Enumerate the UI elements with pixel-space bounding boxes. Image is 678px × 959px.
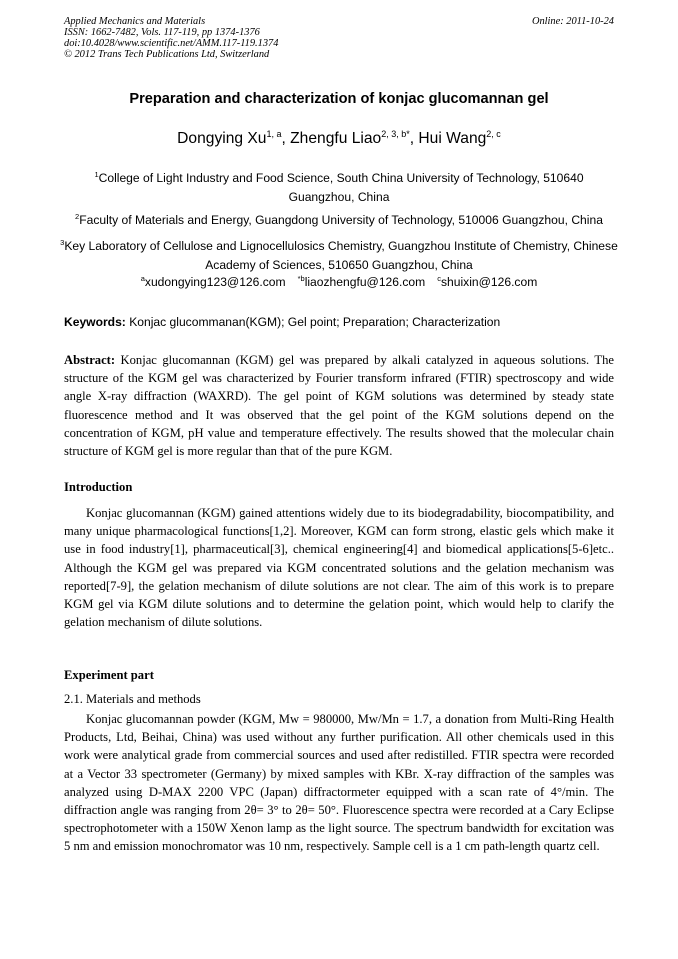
online-date: Online: 2011-10-24	[531, 16, 614, 27]
keywords	[64, 315, 624, 329]
paper-title: Preparation and characterization of konjac glucomannan gel	[129, 91, 549, 107]
author-name: Dongying Xu	[177, 130, 267, 148]
journal-name: Applied Mechanics and Materials	[64, 16, 206, 27]
email-address[interactable]: xudongying123@126.com	[144, 275, 286, 290]
affiliation-3: $^3$Key Laboratory of Cellulose and Lignocellulosics Chemistry, Guangzhou Institute of Chemistry, Chinese Academy of Sciences, 510650 Guangzhou, China	[60, 238, 618, 273]
abstract-label: Abstract:	[64, 353, 116, 367]
affiliation-2: $^2$Faculty of Materials and Energy, Guangdong University of Technology, 510006 Guangzhou, China	[75, 212, 603, 228]
issn-line: ISSN: 1662-7482, Vols. 117-119, pp 1374-1376	[64, 27, 260, 38]
abstract-text: Konjac glucomannan (KGM) gel was prepared by alkali catalyzed in aqueous solutions. The structure of the KGM gel was characterized by Fourier transform infrared (FTIR) spectroscopy and wide angle X-ray diffraction (WAXRD). The gel point of KGM solutions was determined by steady state fluorescence method and It was observed that the gel point of the KGM solutions depend on the concentration of KGM, pH value and temperature effectively. The results showed that the molecular chain structure of KGM gel is more regular than that of the pure KGM.	[64, 353, 614, 459]
running-header	[64, 16, 278, 60]
section-heading-introduction: Introduction	[64, 480, 133, 494]
email-address[interactable]: shuixin@126.com	[440, 275, 538, 290]
author-marker: 2, c	[486, 129, 501, 139]
copyright-line: © 2012 Trans Tech Publications Ltd, Switzerland	[64, 49, 270, 60]
abstract	[64, 351, 614, 460]
subsection-heading: 2.1. Materials and methods	[64, 692, 201, 706]
email-list: $^a$xudongying123@126.com $^{*b}$liaozhengfu@126.com $^c$shuixin@126.com	[140, 274, 538, 290]
email-address[interactable]: liaozhengfu@126.com	[304, 275, 426, 290]
keywords-label: Keywords:	[64, 315, 126, 329]
author-marker: 2, 3, b*	[381, 129, 410, 139]
introduction-text: Konjac glucomannan (KGM) gained attentions widely due to its biodegradability, biocompatibility, and many unique pharmacological functions[1,2]. Moreover, KGM can form strong, elastic gels which make it use in food industry[1], pharmaceutical[3], chemical engineering[4] and biomedical applications[5-6]etc.. Although the KGM gel was prepared via KGM concentrated solutions and the gelation mechanism was reported[7-9], the gelation mechanism of dilute solutions are not clear. The aim of this work is to prepare KGM gel via KGM dilute solutions and to determine the gelation point, which would help to clarify the gelation mechanism of dilute solutions.	[64, 506, 614, 630]
keywords-text: Konjac glucommanan(KGM); Gel point; Preparation; Characterization	[125, 315, 501, 329]
section-heading-experiment: Experiment part	[64, 668, 154, 682]
doi-line: doi:10.4028/www.scientific.net/AMM.117-119.1374	[64, 38, 279, 49]
author-list: Dongying Xu$^{1, a}$, Zhengfu Liao$^{2, 3, b*}$, Hui Wang$^{2, c}$	[177, 129, 501, 148]
methods-text: Konjac glucomannan powder (KGM, Mw = 980000, Mw/Mn = 1.7, a donation from Multi-Ring Health Products, Ltd, Beihai, China) was used without any further purification. All other chemicals used in this work were analytical grade from commercial sources and used after redistilled. FTIR spectra were recorded at a Vector 33 spectrometer (Germany) by mixed samples with KBr. X-ray diffraction of the samples was analyzed using D-MAX 2200 VPC (Japan) diffractormeter equipped with a scan rate of 4°/min. The diffraction angle was ranging from 2θ= 3° to 2θ= 50°. Fluorescence spectra were recorded at a Cary Eclipse spectrophotometer with a 150W Xenon lamp as the light source. The spectrum bandwidth for excitation was 5 nm and emission monochromator was 10 nm, respectively. Sample cell is a 1 cm path-length quartz cell.	[64, 712, 614, 854]
affiliation-1: $^1$College of Light Industry and Food Science, South China University of Technology, 510640 Guangzhou, China	[94, 170, 584, 205]
author-marker: 1, a	[266, 129, 282, 139]
author-name: Zhengfu Liao	[290, 130, 382, 148]
author-name: Hui Wang	[418, 130, 487, 148]
